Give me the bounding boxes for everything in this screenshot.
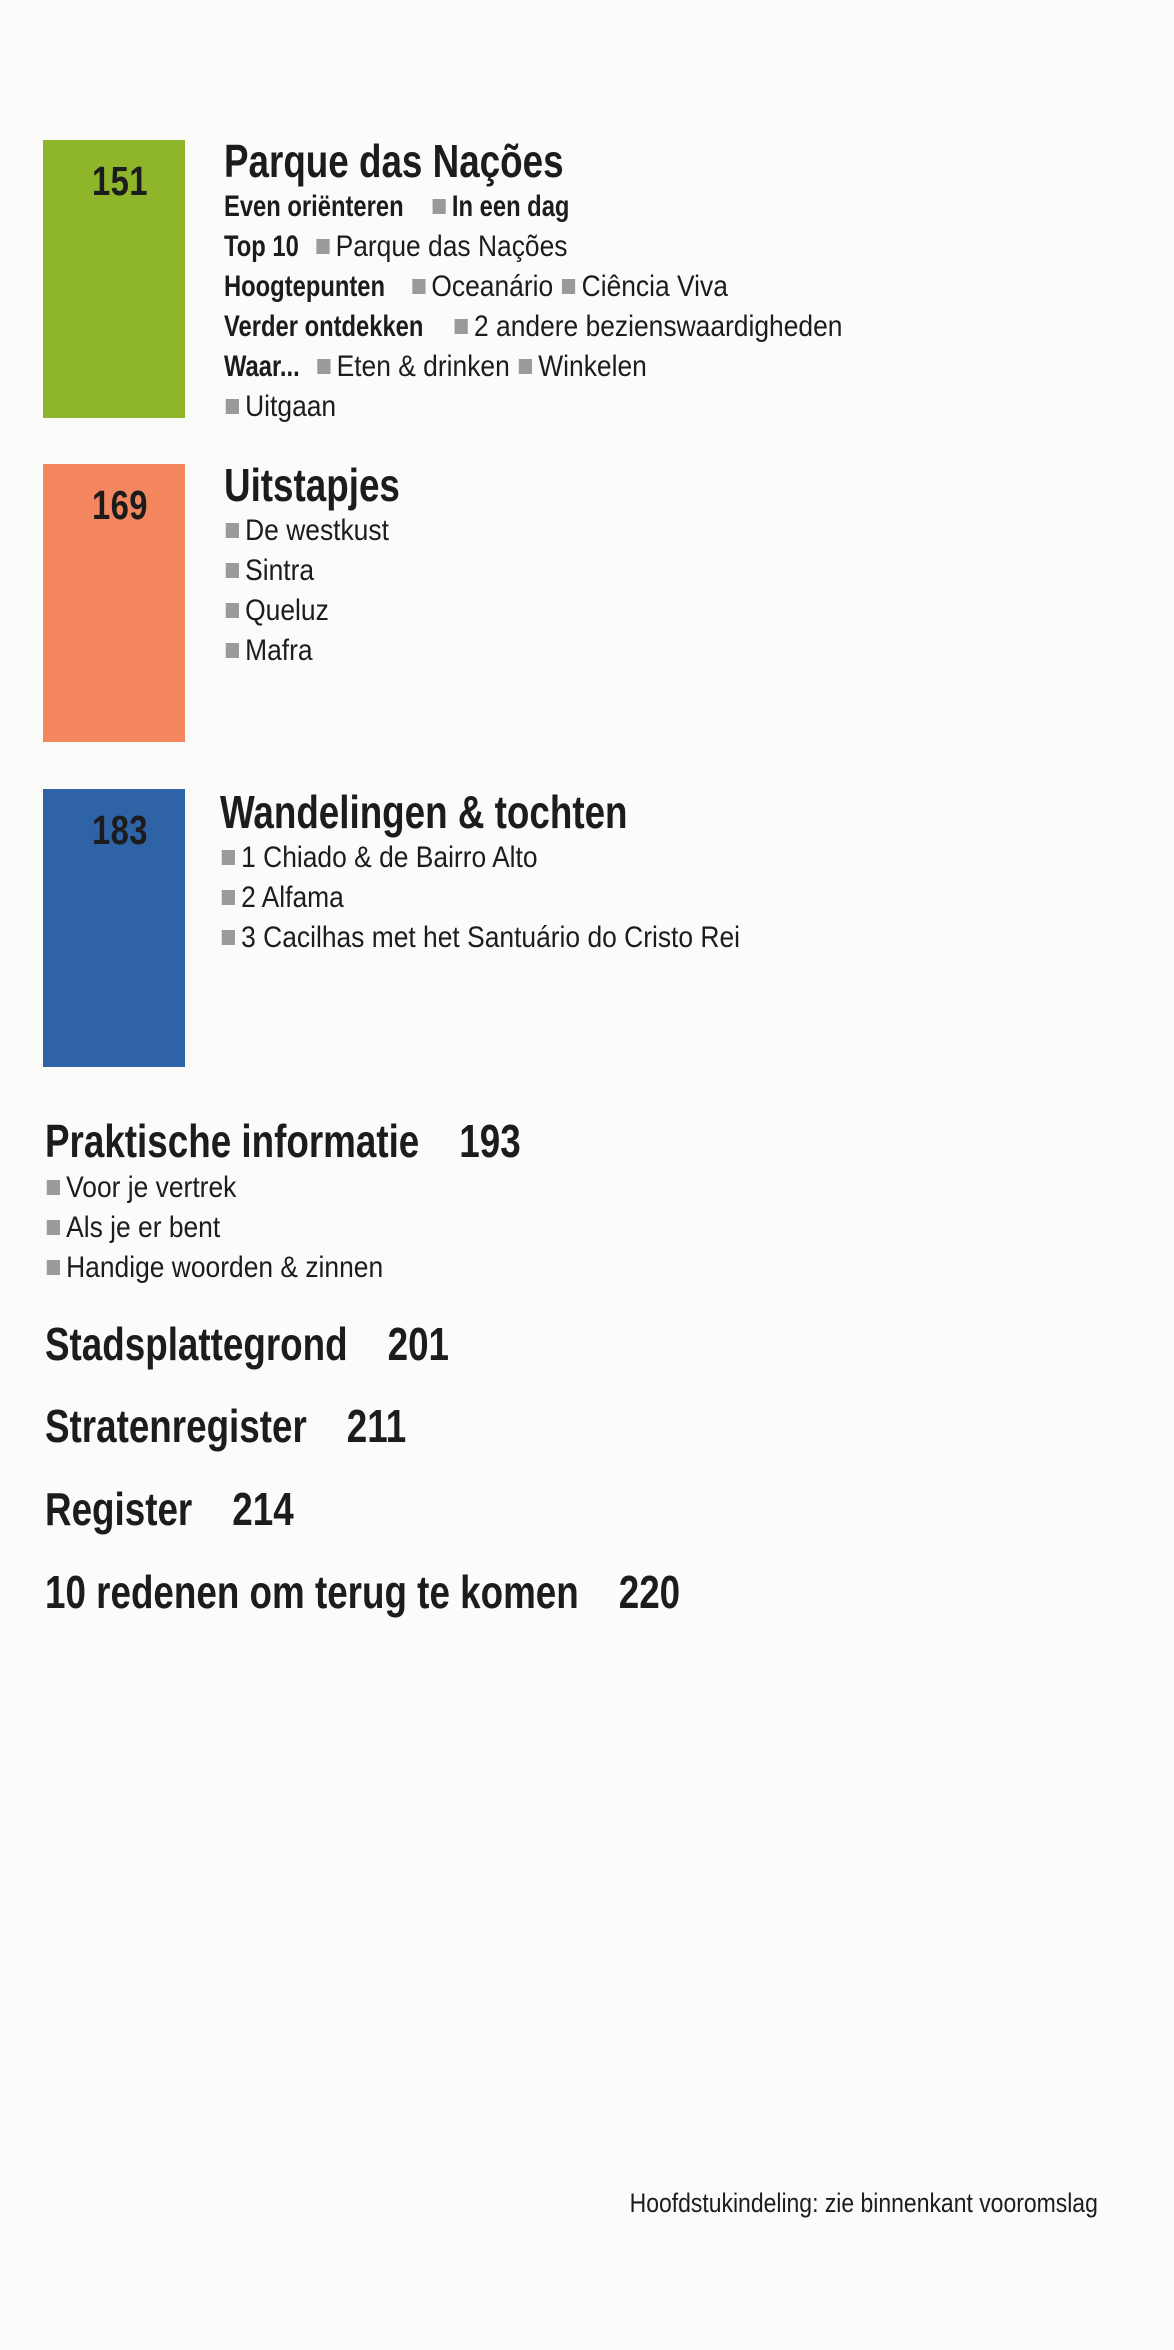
entry-page-number: 211 <box>346 1400 407 1452</box>
practical-info-list <box>45 1168 1145 1288</box>
page-number-block <box>43 789 185 1067</box>
toc-entry-praktische-informatie <box>45 1115 521 1167</box>
bullet-square-icon <box>47 1180 60 1195</box>
toc-line <box>224 347 1016 387</box>
bullet-square-icon <box>222 890 235 905</box>
list-item <box>224 511 1016 551</box>
line-item: Ciência Viva <box>581 270 728 303</box>
bullet-square-icon <box>317 359 330 374</box>
line-label: Hoogtepunten <box>224 270 386 303</box>
entry-title: Register <box>45 1483 193 1535</box>
section-title: Parque das Nações <box>224 135 564 187</box>
entry-page-number: 193 <box>459 1115 521 1167</box>
bullet-square-icon <box>226 399 239 414</box>
list-item-label: Handige woorden & zinnen <box>66 1251 384 1284</box>
list-item <box>224 591 1016 631</box>
line-label: Top 10 <box>224 230 299 263</box>
bullet-square-icon <box>226 523 239 538</box>
bullet-square-icon <box>562 279 575 294</box>
entry-page-number: 220 <box>618 1566 681 1618</box>
list-item <box>45 1168 1013 1208</box>
page-number: 183 <box>92 807 148 853</box>
bullet-square-icon <box>222 930 235 945</box>
toc-line <box>224 187 1016 227</box>
bullet-square-icon <box>47 1260 60 1275</box>
entry-title: Praktische informatie <box>45 1115 420 1167</box>
list-item-label: 2 Alfama <box>241 881 344 914</box>
line-label: Even oriënteren <box>224 190 404 223</box>
list-item <box>224 631 1016 671</box>
entry-title: Stadsplattegrond <box>45 1318 348 1370</box>
list-item-label: Queluz <box>245 594 329 627</box>
bullet-square-icon <box>226 563 239 578</box>
toc-line <box>224 307 1016 347</box>
toc-line <box>224 227 1016 267</box>
footer-note: Hoofdstukindeling: zie binnenkant vooromslag <box>629 2188 1098 2218</box>
bullet-square-icon <box>316 239 329 254</box>
bullet-square-icon <box>47 1220 60 1235</box>
toc-entry-stratenregister <box>45 1400 406 1452</box>
entry-title: Stratenregister <box>45 1400 307 1452</box>
line-label: Waar... <box>224 350 300 383</box>
line-item: Uitgaan <box>245 390 337 423</box>
list-item <box>45 1208 1013 1248</box>
list-item <box>45 1248 1013 1288</box>
list-item <box>220 918 1012 958</box>
page-number-block <box>43 464 185 742</box>
list-item-label: Sintra <box>245 554 315 587</box>
page-number-block <box>43 140 185 418</box>
bullet-square-icon <box>226 643 239 658</box>
line-item: Parque das Nações <box>335 230 568 263</box>
line-item: Eten & drinken <box>336 350 510 383</box>
list-item-label: Als je er bent <box>66 1211 221 1244</box>
bullet-square-icon <box>226 603 239 618</box>
list-item-label: 3 Cacilhas met het Santuário do Cristo Rei <box>241 921 741 954</box>
list-item-label: Mafra <box>245 634 313 667</box>
bullet-square-icon <box>455 319 468 334</box>
toc-entry-stadsplattegrond <box>45 1318 449 1370</box>
page-number: 169 <box>92 482 148 528</box>
toc-line <box>224 267 1016 307</box>
line-item: 2 andere bezienswaardigheden <box>474 310 843 343</box>
list-item <box>224 551 1016 591</box>
toc-line <box>224 387 1016 427</box>
toc-entry-register <box>45 1483 294 1535</box>
bullet-square-icon <box>222 850 235 865</box>
list-item-label: Voor je vertrek <box>66 1171 237 1204</box>
section-title: Uitstapjes <box>224 459 400 511</box>
entry-page-number: 201 <box>387 1318 449 1370</box>
entry-title: 10 redenen om terug te komen <box>45 1566 579 1618</box>
list-item <box>220 838 1012 878</box>
toc-entry-10-redenen <box>45 1566 680 1618</box>
bullet-square-icon <box>519 359 532 374</box>
line-label: Verder ontdekken <box>224 310 424 343</box>
bullet-square-icon <box>433 199 446 214</box>
list-item-label: 1 Chiado & de Bairro Alto <box>241 841 538 874</box>
page-number: 151 <box>92 158 148 204</box>
entry-page-number: 214 <box>232 1483 294 1535</box>
line-item: In een dag <box>452 190 570 223</box>
bullet-square-icon <box>412 279 425 294</box>
line-item: Oceanário <box>431 270 554 303</box>
list-item <box>220 878 1012 918</box>
section-title: Wandelingen & tochten <box>220 786 628 838</box>
list-item-label: De westkust <box>245 514 389 547</box>
line-item: Winkelen <box>538 350 647 383</box>
